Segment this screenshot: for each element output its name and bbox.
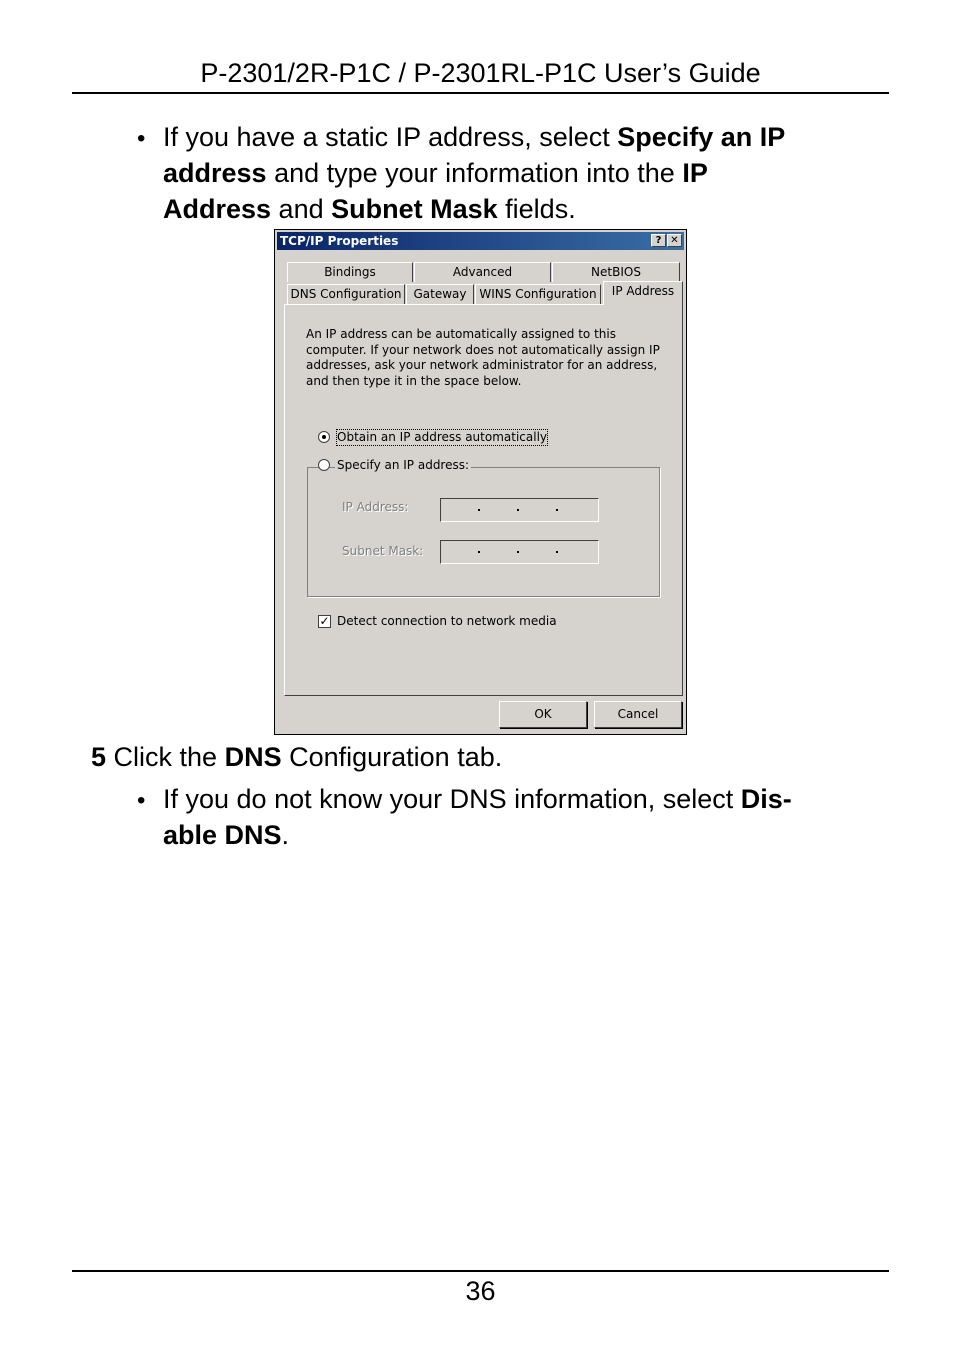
tab-gateway[interactable]: Gateway (406, 284, 474, 304)
specify-ip-group (307, 467, 660, 597)
page-number: 36 (465, 1276, 496, 1306)
dialog-title: TCP/IP Properties (280, 234, 399, 248)
radio-selected-dot (322, 435, 326, 439)
checkmark-icon: ✓ (319, 614, 330, 628)
tab-netbios[interactable]: NetBIOS (552, 262, 680, 282)
footer-rule (72, 1270, 889, 1272)
tcpip-properties-dialog (274, 229, 687, 735)
tab-advanced[interactable]: Advanced (414, 262, 551, 282)
obtain-ip-label[interactable]: Obtain an IP address automatically (337, 430, 548, 444)
radio-obtain-ip[interactable] (318, 431, 330, 443)
info-text: An IP address can be automatically assigned to this computer. If your network does not automatically assign IP addresses, ask your network administrator for an address, and then type it in the space below. (306, 327, 660, 388)
help-button[interactable]: ? (651, 234, 666, 247)
cancel-button[interactable]: Cancel (594, 701, 682, 728)
bullet-static-ip: If you have a static IP address, select Specify an IP address and type your information into the IP Address and Subnet Mask fields. (163, 122, 786, 224)
tab-ip-address[interactable]: IP Address (603, 281, 683, 305)
tab-dns-configuration[interactable]: DNS Configuration (287, 284, 405, 304)
specify-ip-label[interactable]: Specify an IP address: (337, 458, 470, 472)
dialog-titlebar (277, 232, 684, 250)
bullet-marker: • (137, 125, 146, 152)
tab-bindings[interactable]: Bindings (287, 262, 413, 282)
bullet-marker: • (137, 787, 146, 814)
detect-media-checkbox[interactable] (318, 615, 331, 628)
subnet-mask-label: Subnet Mask: (342, 544, 424, 558)
close-icon[interactable]: ✕ (667, 234, 682, 247)
radio-specify-ip[interactable] (318, 459, 330, 471)
detect-media-label[interactable]: Detect connection to network media (337, 614, 557, 628)
ip-address-field[interactable] (440, 498, 599, 522)
ok-button[interactable]: OK (499, 701, 587, 728)
bullet-dns: If you do not know your DNS information, select Dis- able DNS. (163, 784, 792, 850)
subnet-mask-field[interactable] (440, 540, 599, 564)
running-header: P-2301/2R-P1C / P-2301RL-P1C User’s Guide (72, 54, 889, 94)
ip-address-label: IP Address: (342, 500, 409, 514)
step-5: 5 Click the DNS Configuration tab. (91, 742, 503, 772)
step-number: 5 (91, 742, 107, 772)
tab-wins-configuration[interactable]: WINS Configuration (475, 284, 601, 304)
